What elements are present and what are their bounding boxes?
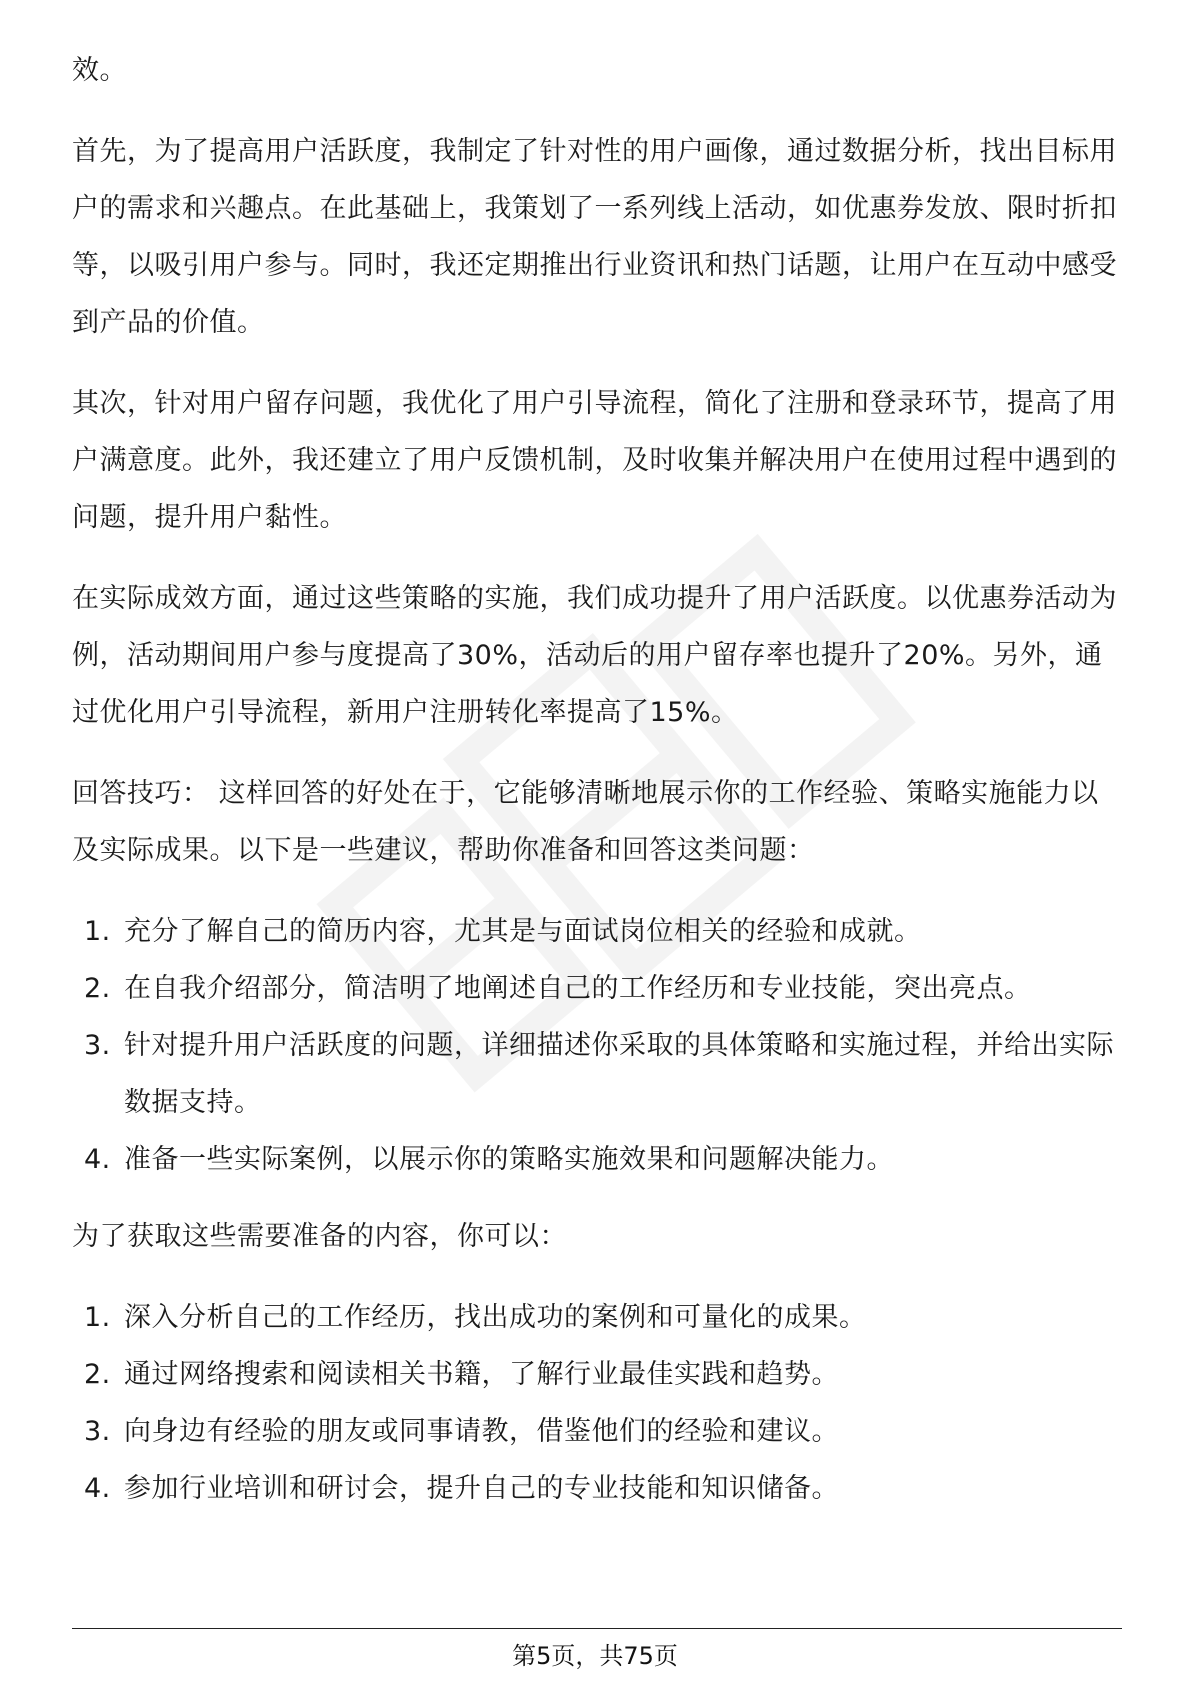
list-text: 参加行业培训和研讨会，提升自己的专业技能和知识储备。 <box>124 1473 839 1504</box>
list-text: 充分了解自己的简历内容，尤其是与面试岗位相关的经验和成就。 <box>124 916 922 947</box>
paragraph: 首先，为了提高用户活跃度，我制定了针对性的用户画像，通过数据分析，找出目标用户的需求和兴趣点。在此基础上，我策划了一系列线上活动，如优惠券发放、限时折扣等，以吸引用户参与。同时，我还定期推出行业资讯和热门话题，让用户在互动中感受到产品的价值。 <box>72 136 1117 338</box>
paragraph: 效。 <box>72 55 127 86</box>
list-number: 2. <box>84 973 111 1004</box>
list-number: 1. <box>84 1302 111 1333</box>
list-text: 准备一些实际案例，以展示你的策略实施效果和问题解决能力。 <box>124 1144 894 1175</box>
list-item <box>72 1460 1118 1517</box>
suggestion-list <box>72 903 1118 1188</box>
list-number: 2. <box>84 1359 111 1390</box>
page-number: 第5页，共75页 <box>512 1642 678 1670</box>
answer-tips-paragraph: 回答技巧： 这样回答的好处在于，它能够清晰地展示你的工作经验、策略实施能力以及实际成果。以下是一些建议，帮助你准备和回答这类问题： <box>72 778 1099 866</box>
list-item <box>72 1131 1118 1188</box>
preparation-intro: 为了获取这些需要准备的内容，你可以： <box>72 1221 567 1252</box>
list-text: 针对提升用户活跃度的问题，详细描述你采取的具体策略和实施过程，并给出实际数据支持。 <box>124 1030 1114 1118</box>
list-text: 深入分析自己的工作经历，找出成功的案例和可量化的成果。 <box>124 1302 867 1333</box>
list-item <box>72 903 1118 960</box>
list-item <box>72 960 1118 1017</box>
list-text: 向身边有经验的朋友或同事请教，借鉴他们的经验和建议。 <box>124 1416 839 1447</box>
page-content <box>72 42 1118 1537</box>
list-item <box>72 1403 1118 1460</box>
preparation-list <box>72 1289 1118 1517</box>
paragraph: 其次，针对用户留存问题，我优化了用户引导流程，简化了注册和登录环节，提高了用户满意度。此外，我还建立了用户反馈机制，及时收集并解决用户在使用过程中遇到的问题，提升用户黏性。 <box>72 388 1117 533</box>
list-text: 通过网络搜索和阅读相关书籍，了解行业最佳实践和趋势。 <box>124 1359 839 1390</box>
list-text: 在自我介绍部分，简洁明了地阐述自己的工作经历和专业技能，突出亮点。 <box>124 973 1032 1004</box>
list-number: 3. <box>84 1030 111 1061</box>
list-number: 3. <box>84 1416 111 1447</box>
list-number: 1. <box>84 916 111 947</box>
list-item <box>72 1017 1118 1131</box>
paragraph: 在实际成效方面，通过这些策略的实施，我们成功提升了用户活跃度。以优惠券活动为例，活动期间用户参与度提高了30%，活动后的用户留存率也提升了20%。另外，通过优化用户引导流程，新用户注册转化率提高了15%。 <box>72 583 1117 728</box>
list-item <box>72 1346 1118 1403</box>
list-item <box>72 1289 1118 1346</box>
list-number: 4. <box>84 1144 111 1175</box>
footer-divider <box>72 1628 1122 1629</box>
list-number: 4. <box>84 1473 111 1504</box>
